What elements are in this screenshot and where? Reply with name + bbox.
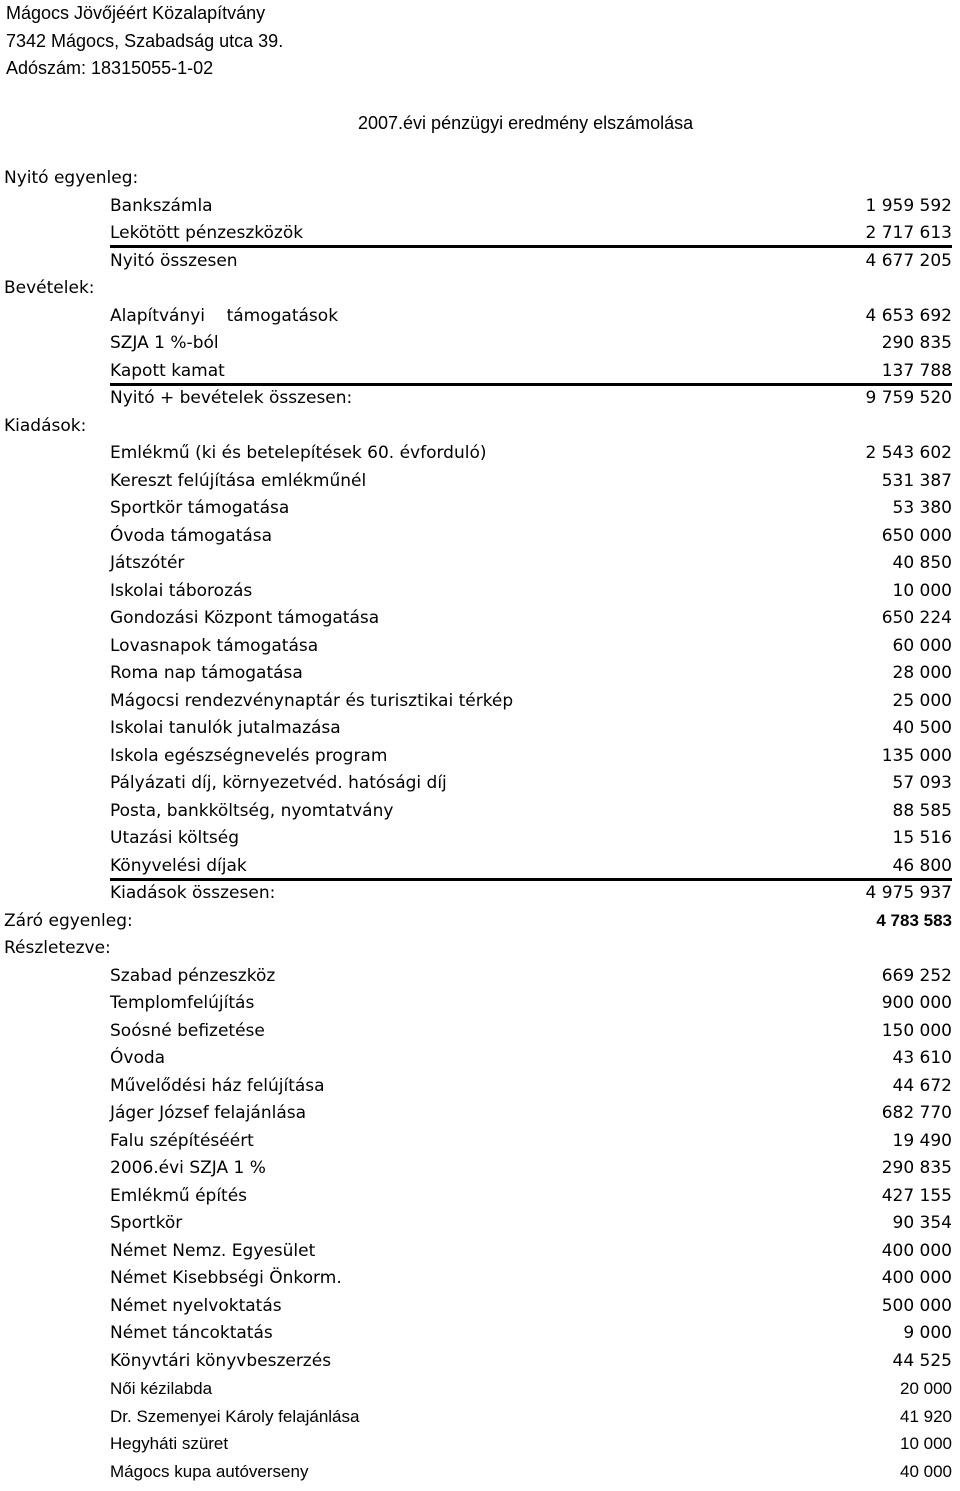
row-value: 46 800 [892,856,952,876]
row-value: 531 387 [881,471,952,491]
row-value: 40 850 [892,553,952,573]
row-label: Könyvtári könyvbeszerzés [110,1351,332,1371]
row-label: Játszótér [110,553,185,573]
table-row [0,1241,960,1268]
table-row [0,993,960,1020]
total-rule [110,878,952,881]
row-label: Mágocsi rendezvénynaptár és turisztikai térkép [110,691,514,711]
table-row [0,718,960,745]
table-row [0,471,960,498]
row-label: Posta, bankköltség, nyomtatvány [110,801,394,821]
table-row [0,388,960,415]
table-row [0,498,960,525]
table-row [0,196,960,223]
section-label: Kiadások: [4,416,87,436]
row-value: 40 500 [892,718,952,738]
row-value: 90 354 [892,1213,952,1233]
table-row [0,1296,960,1323]
row-label: Német Kisebbségi Önkorm. [110,1268,342,1288]
row-value: 28 000 [892,663,952,683]
table-row [0,1268,960,1295]
row-label: Óvoda támogatása [110,526,273,546]
row-value: 2 717 613 [865,223,952,243]
row-value: 25 000 [892,691,952,711]
row-value: 669 252 [881,966,952,986]
table-row [0,883,960,910]
table-row [0,526,960,553]
row-value: 1 959 592 [865,196,952,216]
table-row [0,1434,960,1461]
row-label: Alapítványi támogatások [110,306,339,326]
row-label: Nyitó + bevételek összesen: [110,388,353,408]
row-label: Mágocs kupa autóverseny [110,1462,309,1481]
row-value: 4 653 692 [865,306,952,326]
row-value: 10 000 [900,1434,952,1453]
organization-address: 7342 Mágocs, Szabadság utca 39. [6,31,284,51]
row-label: Német táncoktatás [110,1323,273,1343]
table-row [0,1323,960,1350]
row-label: Emlékmű (ki és betelepítések 60. évforduló) [110,443,487,463]
row-value: 4 975 937 [865,883,952,903]
table-row [0,1186,960,1213]
table-row [0,966,960,993]
table-row [0,1048,960,1075]
row-label: Nyitó összesen [110,251,238,271]
row-value: 15 516 [892,828,952,848]
row-value: 682 770 [881,1103,952,1123]
row-value: 900 000 [881,993,952,1013]
table-row [0,746,960,773]
total-rule [110,245,952,248]
row-value: 290 835 [881,1158,952,1178]
table-row [0,1379,960,1406]
row-value: 44 672 [892,1076,952,1096]
row-label: Soósné befizetése [110,1021,265,1041]
table-row [0,801,960,828]
row-value: 400 000 [881,1241,952,1261]
row-value: 9 759 520 [865,388,952,408]
table-row [0,636,960,663]
row-value: 88 585 [892,801,952,821]
row-label: Iskolai táborozás [110,581,253,601]
table-row [0,1462,960,1489]
row-label: Művelődési ház felújítása [110,1076,325,1096]
row-value: 427 155 [881,1186,952,1206]
report-title: 2007.évi pénzügyi eredmény elszámolása [358,113,694,133]
row-label: Lekötött pénzeszközök [110,223,304,243]
section-opening [0,168,960,195]
table-row [0,663,960,690]
row-value: 44 525 [892,1351,952,1371]
closing-balance-value: 4 783 583 [876,911,952,930]
row-label: Lovasnapok támogatása [110,636,319,656]
row-value: 60 000 [892,636,952,656]
row-label: Bankszámla [110,196,213,216]
row-value: 20 000 [900,1379,952,1398]
row-label: Iskolai tanulók jutalmazása [110,718,341,738]
row-value: 2 543 602 [865,443,952,463]
section-label: Részletezve: [4,938,111,958]
row-value: 10 000 [892,581,952,601]
table-row [0,691,960,718]
row-value: 137 788 [881,361,952,381]
row-value: 290 835 [881,333,952,353]
table-row [0,581,960,608]
table-row [0,1213,960,1240]
table-row [0,443,960,470]
table-row [0,773,960,800]
row-label: Óvoda [110,1048,166,1068]
row-value: 150 000 [881,1021,952,1041]
table-row [0,1158,960,1185]
row-label: Utazási költség [110,828,239,848]
row-label: 2006.évi SZJA 1 % [110,1158,266,1178]
total-rule [110,383,952,386]
section-income [0,278,960,305]
table-row [0,1076,960,1103]
row-label: Templomfelújítás [110,993,255,1013]
row-value: 19 490 [892,1131,952,1151]
table-row [0,828,960,855]
table-row [0,1351,960,1378]
row-label: Német nyelvoktatás [110,1296,282,1316]
closing-balance-row [0,911,960,938]
row-label: Gondozási Központ támogatása [110,608,380,628]
row-label: Falu szépítéséért [110,1131,254,1151]
section-expenses [0,416,960,443]
row-label: Szabad pénzeszköz [110,966,276,986]
row-label: Női kézilabda [110,1379,213,1398]
row-label: SZJA 1 %-ból [110,333,219,353]
section-label: Bevételek: [4,278,95,298]
section-label: Záró egyenleg: [4,911,133,931]
row-label: Könyvelési díjak [110,856,247,876]
table-row [0,251,960,278]
table-row [0,608,960,635]
row-label: Sportkör [110,1213,183,1233]
row-value: 650 224 [881,608,952,628]
row-label: Sportkör támogatása [110,498,290,518]
row-label: Jáger József felajánlása [110,1103,307,1123]
table-row [0,1131,960,1158]
section-details [0,938,960,965]
section-label: Nyitó egyenleg: [4,168,139,188]
row-value: 40 000 [900,1462,952,1481]
table-row [0,1103,960,1130]
row-label: Iskola egészségnevelés program [110,746,388,766]
table-row [0,333,960,360]
row-label: Hegyháti szüret [110,1434,229,1453]
row-label: Emlékmű építés [110,1186,248,1206]
row-label: Német Nemz. Egyesület [110,1241,316,1261]
row-value: 53 380 [892,498,952,518]
row-label: Pályázati díj, környezetvéd. hatósági díj [110,773,447,793]
table-row [0,306,960,333]
row-value: 650 000 [881,526,952,546]
organization-name: Mágocs Jövőjéért Közalapítvány [6,3,266,23]
row-label: Kereszt felújítása emlékműnél [110,471,367,491]
row-value: 135 000 [881,746,952,766]
row-value: 400 000 [881,1268,952,1288]
row-value: 41 920 [900,1407,952,1426]
row-label: Roma nap támogatása [110,663,303,683]
row-value: 500 000 [881,1296,952,1316]
row-label: Dr. Szemenyei Károly felajánlása [110,1407,360,1426]
tax-id: Adószám: 18315055-1-02 [6,58,214,78]
row-label: Kapott kamat [110,361,225,381]
row-value: 9 000 [903,1323,952,1343]
table-row [0,553,960,580]
row-label: Kiadások összesen: [110,883,276,903]
table-row [0,1021,960,1048]
row-value: 57 093 [892,773,952,793]
row-value: 43 610 [892,1048,952,1068]
row-value: 4 677 205 [865,251,952,271]
table-row [0,1407,960,1434]
